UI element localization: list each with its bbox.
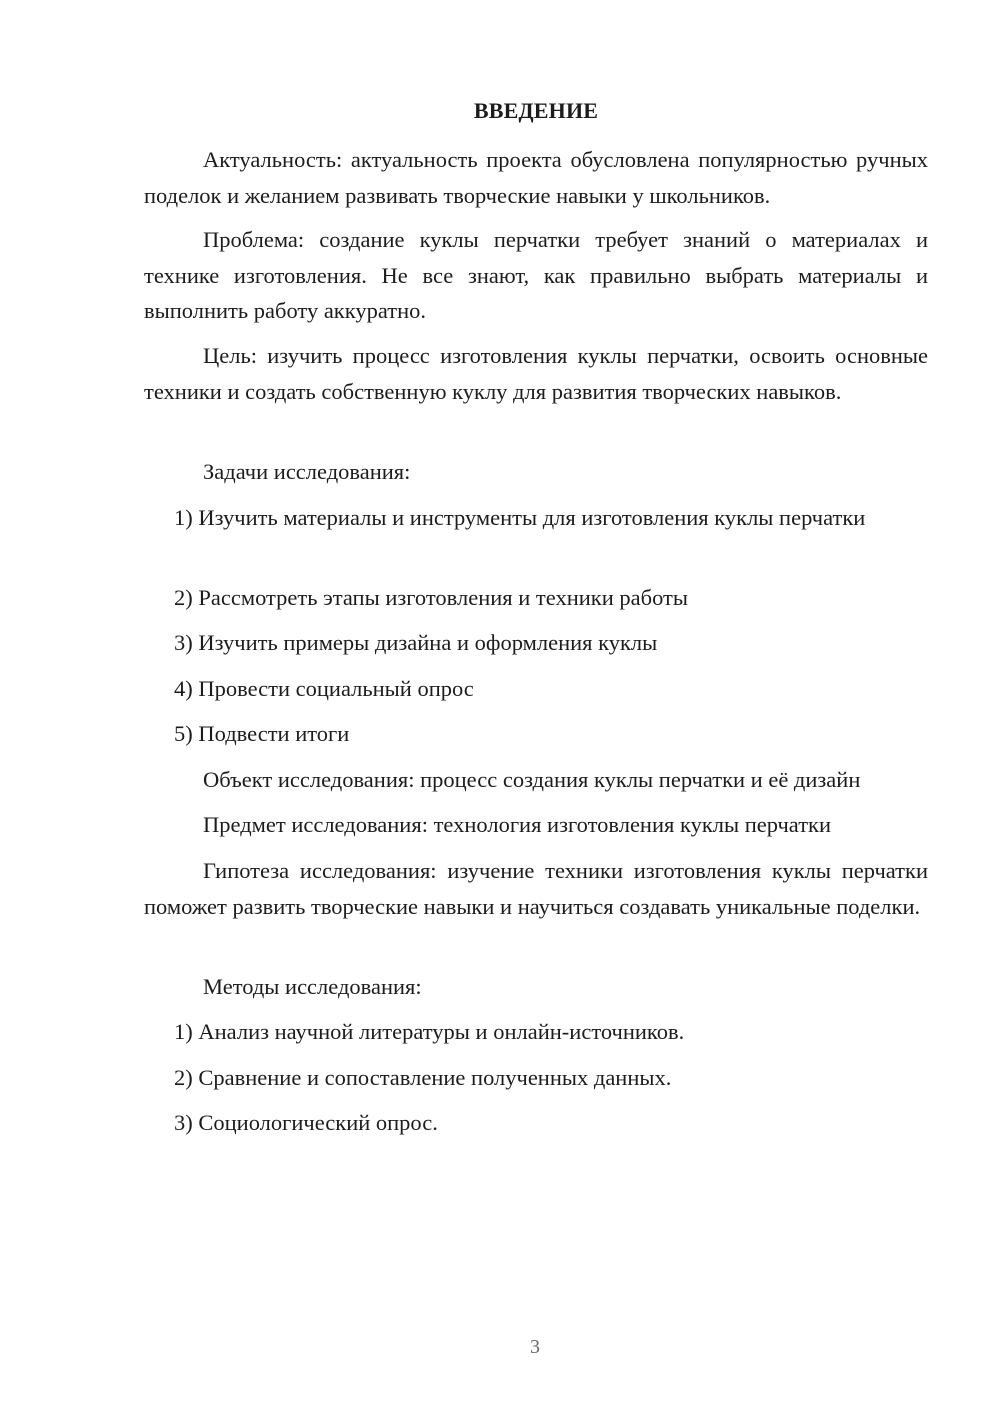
hypothesis-paragraph: Гипотеза исследования: изучение техники изготовления куклы перчатки поможет развить творческие навыки и научиться создавать уникальные поделки.	[144, 858, 928, 919]
problem-paragraph: Проблема: создание куклы перчатки требует знаний о материалах и технике изготовления. Не все знают, как правильно выбрать материалы и выполнить работу аккуратно.	[144, 227, 928, 323]
tasks-heading: Задачи исследования:	[203, 459, 411, 484]
method-item-3: 3) Социологический опрос.	[174, 1110, 438, 1135]
page-number: 3	[530, 1336, 540, 1358]
method-item-1: 1) Анализ научной литературы и онлайн-источников.	[174, 1019, 685, 1044]
relevance-paragraph: Актуальность: актуальность проекта обусловлена популярностью ручных поделок и желанием развивать творческие навыки у школьников.	[144, 147, 928, 208]
task-item-1: 1) Изучить материалы и инструменты для изготовления куклы перчатки	[174, 505, 866, 530]
task-item-3: 3) Изучить примеры дизайна и оформления куклы	[174, 630, 658, 655]
task-item-2: 2) Рассмотреть этапы изготовления и техники работы	[174, 585, 688, 610]
subject-paragraph: Предмет исследования: технология изготовления куклы перчатки	[203, 812, 832, 837]
methods-heading: Методы исследования:	[203, 974, 422, 999]
task-item-4: 4) Провести социальный опрос	[174, 676, 474, 701]
method-item-2: 2) Сравнение и сопоставление полученных данных.	[174, 1065, 672, 1090]
goal-paragraph: Цель: изучить процесс изготовления куклы перчатки, освоить основные техники и создать собственную куклу для развития творческих навыков.	[144, 343, 928, 404]
task-item-5: 5) Подвести итоги	[174, 721, 350, 746]
object-paragraph: Объект исследования: процесс создания куклы перчатки и её дизайн	[203, 767, 861, 792]
page-title: ВВЕДЕНИЕ	[473, 98, 599, 123]
